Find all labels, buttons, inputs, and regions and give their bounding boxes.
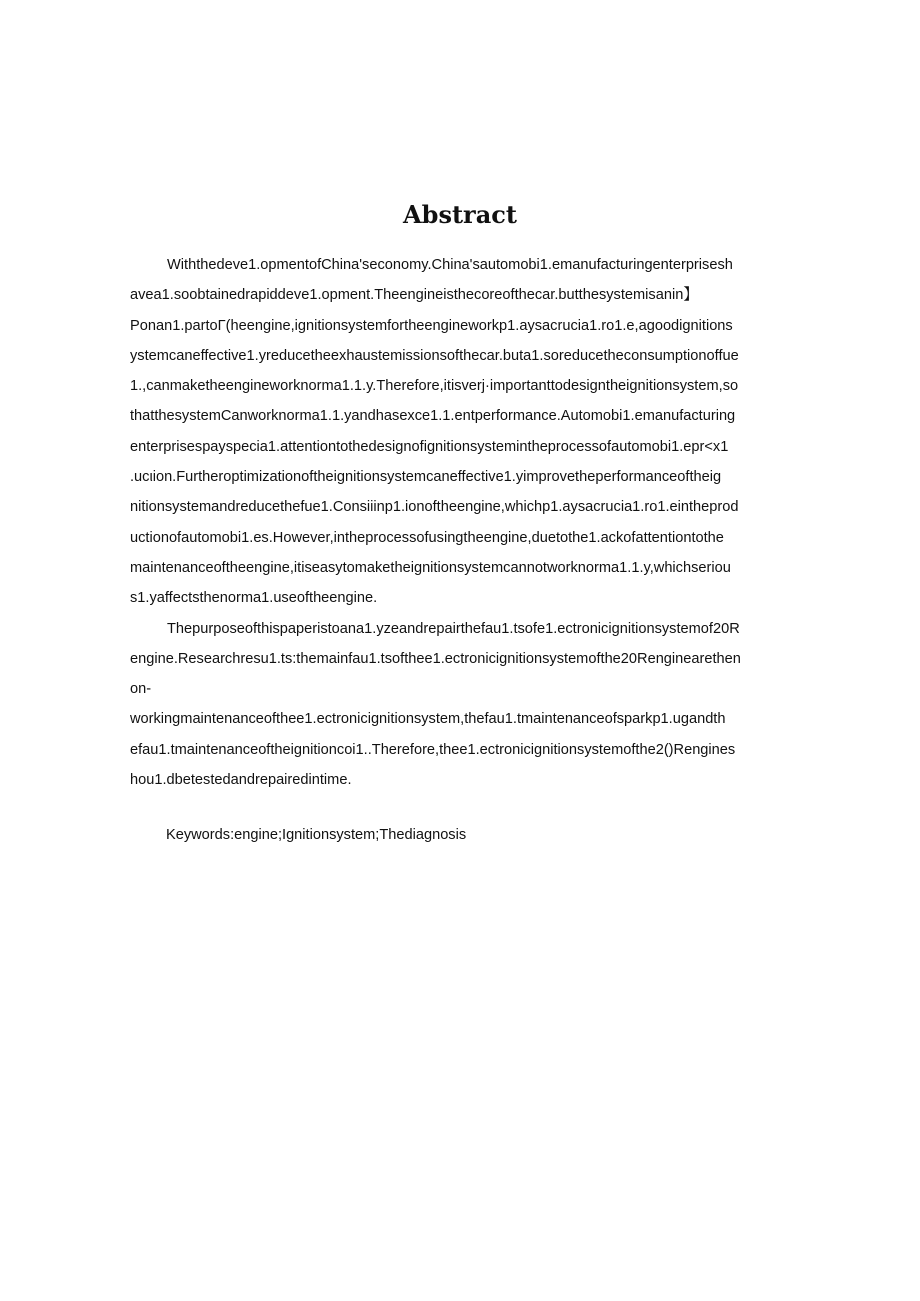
abstract-paragraph-1 bbox=[130, 250, 792, 614]
text-line: s1.yaffectsthenorma1.useoftheengine. bbox=[130, 590, 378, 607]
text-line: ystemcaneffective1.yreducetheexhaustemissionsofthecar.buta1.soreducetheconsumptionoffue bbox=[130, 347, 739, 364]
text-line: .ucιion.Furtheroptimizationoftheignitionsystemcaneffective1.yimprovetheperformanceoftheig bbox=[130, 469, 722, 486]
text-line: workingmaintenanceofthee1.ectronicignitionsystem,thefau1.tmaintenanceofsparkp1.ugandth bbox=[130, 711, 726, 728]
text-line: on- bbox=[130, 681, 152, 698]
text-line: Ponan1.partoΓ(heengine,ignitionsystemfortheengineworkp1.aysacrucia1.ro1.e,agoodignitions bbox=[130, 317, 733, 334]
text-line: thatthesystemCanworknorma1.1.yandhasexce1.1.entperformance.Automobi1.emanufacturing bbox=[130, 408, 736, 425]
text-line: Withthedeve1.opmentofChina'seconomy.China'sautomobi1.emanufacturingenterprisesh bbox=[167, 257, 733, 273]
page-title: Abstract bbox=[403, 200, 517, 229]
text-line: nitionsystemandreducethefue1.Consiiinp1.ionoftheengine,whichp1.aysacrucia1.ro1.eintheprod bbox=[130, 499, 739, 516]
text-line: engine.Researchresu1.ts:themainfau1.tsofthee1.ectronicignitionsystemofthe20Renginearethen bbox=[130, 650, 741, 667]
text-line: hou1.dbetestedandrepairedintime. bbox=[130, 772, 352, 789]
text-line: avea1.soobtainedrapiddeve1.opment.Theengineisthecoreofthecar.butthesystemisanin】 bbox=[130, 287, 698, 304]
text-line: enterprisespayspecia1.attentiontothedesignofignitionsystemintheprocessofautomobi1.epr<x1 bbox=[130, 438, 729, 455]
keywords-line: Keywords:engine;Ignitionsystem;Thediagnosis bbox=[166, 827, 467, 843]
abstract-body bbox=[130, 250, 792, 795]
text-line: uctionofautomobi1.es.However,intheprocessofusingtheengine,duetothe1.ackofattentiontothe bbox=[130, 529, 724, 546]
text-line: efau1.tmaintenanceoftheignitioncoi1..Therefore,thee1.ectronicignitionsystemofthe2()Rengines bbox=[130, 741, 736, 758]
text-line: 1.,canmaketheengineworknorma1.1.y.Therefore,itisverj·importanttodesigntheignitionsystem,so bbox=[130, 378, 739, 395]
abstract-paragraph-2 bbox=[130, 614, 792, 796]
text-line: maintenanceoftheengine,itiseasytomaketheignitionsystemcannotworknorma1.1.y,whichseriou bbox=[130, 559, 731, 576]
text-line: Thepurposeofthispaperistoana1.yzeandrepairthefau1.tsofe1.ectronicignitionsystemof20R bbox=[167, 620, 740, 637]
